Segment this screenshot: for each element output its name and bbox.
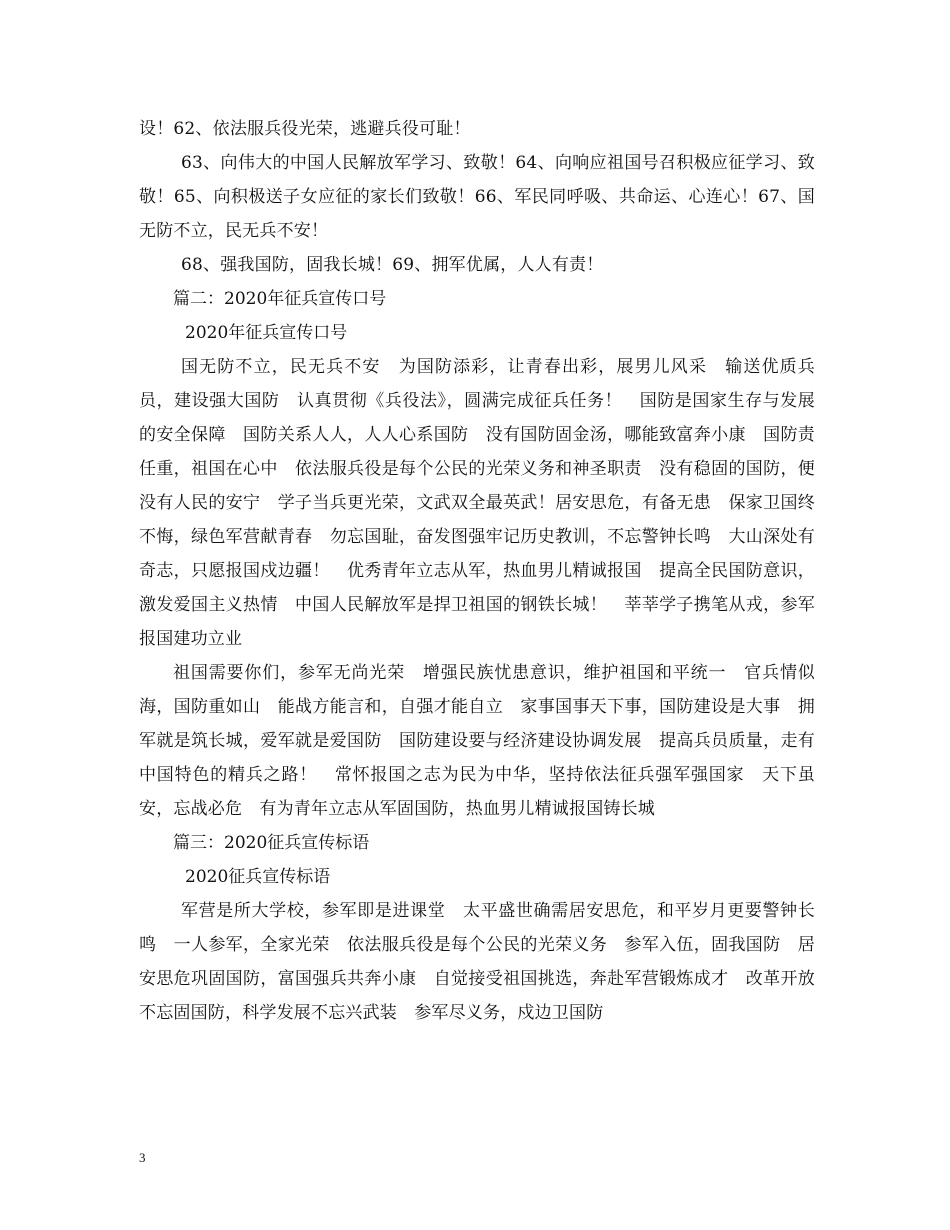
paragraph-slogans-block-2: 祖国需要你们，参军无尚光荣 增强民族忧患意识，维护祖国和平统一 官兵情似海，国防重如山 能战方能言和，自强才能自立 家事国事天下事，国防建设是大事 拥军就是筑长城，爱军就是爱国防 国防建设要与经济建设协调发展 提高兵员质量，走有中国特色的精兵之路！ 常怀报国之志为民为中华，坚持依法征兵强军强国家 天下虽安，忘战必危 有为青年立志从军固国防，热血男儿精诚报国铸长城 — [139, 663, 815, 819]
section-title-2020-banners: 2020征兵宣传标语 — [185, 867, 331, 887]
section-title-2020-slogans: 2020年征兵宣传口号 — [185, 323, 348, 343]
paragraph-slogans-block-1: 国无防不立，民无兵不安 为国防添彩，让青春出彩，展男儿风采 输送优质兵员，建设强大国防 认真贯彻《兵役法》，圆满完成征兵任务！ 国防是国家生存与发展的安全保障 国防关系人人，人人心系国防 没有国防固金汤，哪能致富奔小康 国防责任重，祖国在心中 依法服兵役是每个公民的光荣义务和神圣职责 没有稳固的国防，便没有人民的安宁 学子当兵更光荣，文武双全最英武！居安思危，有备无患 保家卫国终不悔，绿色军营献青春 勿忘国耻，奋发图强牢记历史教训，不忘警钟长鸣 大山深处有奇志，只愿报国戍边疆！ 优秀青年立志从军，热血男儿精诚报国 提高全民国防意识，激发爱国主义热情 中国人民解放军是捍卫祖国的钢铁长城！ 莘莘学子携笔从戎，参军报国建功立业 — [139, 357, 815, 649]
page-number: 3 — [139, 1150, 146, 1165]
section-heading-part-two: 篇二：2020年征兵宣传口号 — [173, 289, 387, 309]
document-body — [139, 112, 815, 1030]
paragraph-slogans-68-69: 68、强我国防，固我长城！69、拥军优属，人人有责！ — [181, 255, 604, 275]
paragraph-banners-block: 军营是所大学校，参军即是进课堂 太平盛世确需居安思危，和平岁月更要警钟长鸣 一人参军，全家光荣 依法服兵役是每个公民的光荣义务 参军入伍，固我国防 居安思危巩固国防，富国强兵共奔小康 自觉接受祖国挑选，奔赴军营锻炼成才 改革开放不忘固国防，科学发展不忘兴武装 参军尽义务，戍边卫国防 — [139, 901, 815, 1023]
section-heading-part-three: 篇三：2020征兵宣传标语 — [173, 833, 370, 853]
paragraph-slogans-63-67: 63、向伟大的中国人民解放军学习、致敬！64、向响应祖国号召积极应征学习、致敬！65、向积极送子女应征的家长们致敬！66、军民同呼吸、共命运、心连心！67、国无防不立，民无兵不安！ — [139, 153, 816, 241]
paragraph-slogan-62: 设！62、依法服兵役光荣，逃避兵役可耻！ — [139, 119, 471, 139]
